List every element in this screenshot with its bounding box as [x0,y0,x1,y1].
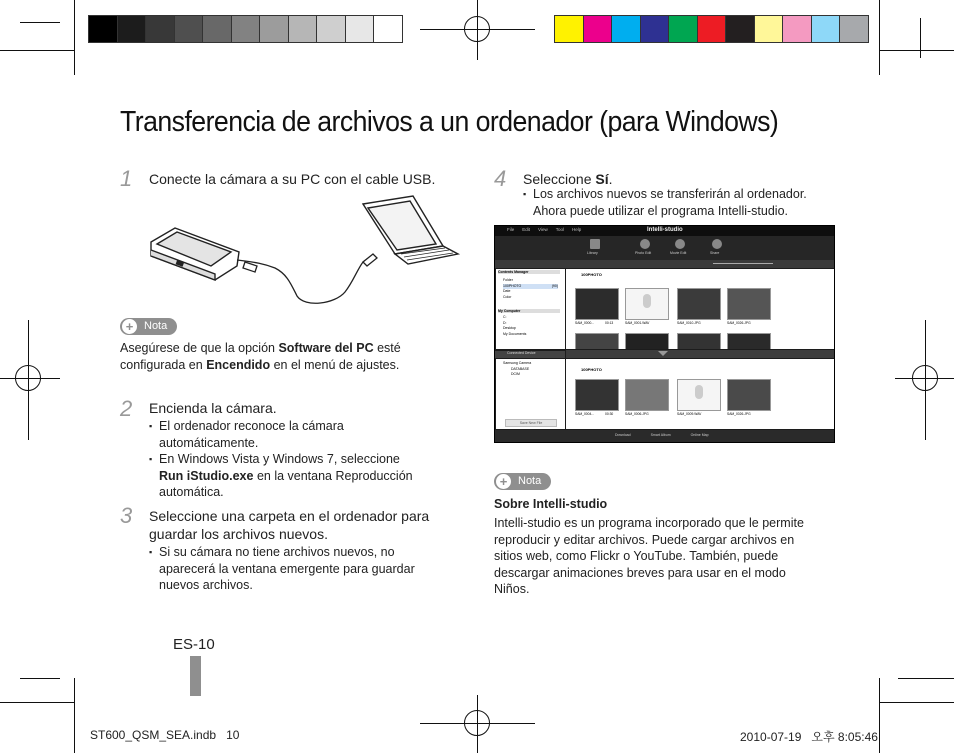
step-3-number: 3 [120,503,133,528]
note-2-body: Intelli-studio es un programa incorporado que le permite reproducir y editar archivos. Puede cargar archivos en sitios web, como Flickr o YouTube. También, puede descargar animaciones breves para usar en el modo Niños. [494,516,804,596]
toolbar-label: Photo Edit [635,251,652,255]
menu-item[interactable]: Edit [522,227,531,232]
tree-item[interactable]: Samsung Camera [503,361,532,365]
step-2-number: 2 [120,396,133,421]
download-button[interactable]: Download [615,433,631,437]
color-swatch [202,15,232,43]
photo-thumbnail[interactable] [727,288,771,320]
color-swatch [583,15,613,43]
tree-item[interactable]: Desktop [503,326,516,330]
color-swatch [316,15,346,43]
tree-item[interactable]: D: [503,320,507,325]
camera-usb-laptop-illustration [145,192,465,312]
crop-mark [879,0,880,75]
color-swatch [697,15,727,43]
step-4-number: 4 [494,166,507,191]
tree-list [503,278,558,300]
photo-thumbnail[interactable] [677,333,721,349]
file-label: SAM_0006.JPG [625,412,649,416]
step-1-number: 1 [120,166,133,191]
app-menu [507,227,581,232]
note-badge [120,318,177,335]
color-swatch [288,15,318,43]
app-name: Intelli-studio [647,227,683,233]
crop-mark [74,678,75,753]
photo-thumbnail[interactable] [727,333,771,349]
color-swatch [725,15,755,43]
step-4-bullet-1: ▪ Los archivos nuevos se transferirán al ordenador. Ahora puede utilizar el programa Intelli-studio. [523,186,838,219]
step-1-text: Conecte la cámara a su PC con el cable USB. [149,171,436,187]
photo-thumbnail[interactable] [575,333,619,349]
note-1-part: Asegúrese de que la opción [120,341,279,355]
plus-icon: + [122,319,137,334]
crop-mark [0,702,75,703]
bullet-bold: Run iStudio.exe [159,468,254,483]
color-swatch [668,15,698,43]
note-2-heading: Sobre Intelli-studio [494,497,608,511]
file-label: SAM_0009.WAV [677,412,702,416]
file-label: SAM_0010.JPG [677,321,701,325]
tree-list [503,361,531,378]
navigation-bar [495,260,835,268]
color-swatch [259,15,289,43]
tree-item-label: 100PHOTO [503,283,522,288]
panel-header: Connected Device [495,351,565,358]
color-swatch [839,15,869,43]
note-1-part: esté configurada en [120,341,401,372]
color-swatch [373,15,403,43]
tree-item[interactable]: DCIM [511,372,520,376]
page-number: ES-10 [173,636,215,653]
step-4-part: Seleccione [523,171,596,187]
step-4-bold: Sí [595,171,609,187]
color-swatch [145,15,175,43]
crop-mark [20,22,60,23]
step-2-bullet-1: ▪ El ordenador reconoce la cámara automáticamente. [149,418,379,451]
color-swatch [640,15,670,43]
file-label: SAM_0001.WAV [625,321,650,325]
registration-mark [464,16,490,42]
menu-item[interactable]: File [507,227,515,232]
share-icon[interactable] [712,239,722,249]
photo-thumbnail[interactable] [727,379,771,411]
audio-thumbnail[interactable] [625,288,669,320]
footer-date-time: 2010-07-19 오후 8:05:46 [740,730,878,744]
toolbar-row [587,239,737,259]
crop-mark [879,678,880,753]
color-swatch [611,15,641,43]
step-2-text: Encienda la cámara. [149,400,277,416]
photo-thumbnail[interactable] [677,288,721,320]
online-map-button[interactable]: Online Map [690,433,709,437]
tree-list [503,315,526,337]
step-2-bullet-2 [149,451,449,501]
step-4-part: . [608,171,613,187]
note-label: Nota [518,475,542,487]
color-swatch [782,15,812,43]
page-title: Transferencia de archivos a un ordenador (para Windows) [120,106,779,138]
color-swatch [174,15,204,43]
menu-item[interactable]: View [538,227,548,232]
tree-item[interactable]: My Documents [503,331,527,336]
note-1-bold: Encendido [206,357,271,372]
toolbar-label: Library [587,251,598,255]
tree-item[interactable]: Date [503,289,511,293]
usb-cable [237,254,377,303]
collapse-arrow-icon[interactable] [658,351,668,356]
bottom-bar-items [615,433,709,437]
bullet-part: En Windows Vista y Windows 7, seleccione [159,452,400,466]
menu-item[interactable]: Tool [555,227,564,232]
photo-thumbnail[interactable] [575,288,619,320]
note-1-text [120,340,440,373]
file-label: SAM_0026.JPG [727,412,751,416]
note-label: Nota [144,320,168,332]
photo-edit-icon[interactable] [640,239,650,249]
color-swatch [117,15,147,43]
note-badge [494,473,551,490]
smart-album-button[interactable]: Smart Album [650,433,671,437]
panel-header: My Computer [498,309,560,313]
photo-thumbnail[interactable] [575,379,619,411]
crop-mark [879,50,954,51]
file-time: 00:30 [605,412,614,416]
color-swatch [754,15,784,43]
panel-header: Contents Manager [498,270,560,274]
save-new-file-button[interactable]: Save New File [505,419,557,427]
step-3-bullet-1: ▪ Si su cámara no tiene archivos nuevos, no aparecerá la ventana emergente para guardar nuevos archivos. [149,544,444,594]
crop-mark [0,50,75,51]
toolbar-label: Movie Edit [670,251,687,255]
crop-mark [20,678,60,679]
note-1-part: en el menú de ajustes. [270,357,400,372]
file-time: 00:13 [605,321,614,325]
color-swatch [231,15,261,43]
toolbar-label: Share [710,251,720,255]
registration-mark [15,365,41,391]
step-3-text: Seleccione una carpeta en el ordenador para guardar los archivos nuevos. [149,508,430,542]
footer-file-info: ST600_QSM_SEA.indb 10 [90,728,240,742]
photo-thumbnail[interactable] [625,333,669,349]
file-label: SAM_0026.JPG [727,321,751,325]
audio-thumbnail[interactable] [677,379,721,411]
crop-mark [898,678,954,679]
registration-mark [912,365,938,391]
tree-item-count: (90) [551,283,558,288]
note-1-bold: Software del PC [278,341,374,355]
file-label: SAM_0000... [575,321,595,325]
zoom-slider[interactable] [713,263,773,264]
crop-mark [920,18,921,58]
color-swatch [811,15,841,43]
crop-mark [879,702,954,703]
folder-label: 100PHOTO [581,367,602,372]
photo-thumbnail[interactable] [625,379,669,411]
color-swatch [554,15,584,43]
pane-divider [566,350,835,358]
file-label: SAM_0004... [575,412,595,416]
intelli-studio-screenshot [494,225,835,443]
tree-item[interactable]: DATABASE [511,366,530,371]
tree-item[interactable]: C: [503,315,507,319]
camera-icon [151,228,239,280]
menu-item[interactable]: Help [571,227,582,232]
folder-label: 100PHOTO [581,272,602,277]
bullet-part: en la ventana Reproducción automática. [159,468,413,499]
laptop-icon [363,196,458,264]
plus-icon: + [496,474,511,489]
movie-edit-icon[interactable] [675,239,685,249]
page-number-bar [190,656,201,696]
library-icon[interactable] [590,239,600,249]
registration-mark [464,710,490,736]
tree-item[interactable]: Color [503,294,512,299]
color-swatch [345,15,375,43]
crop-mark [74,0,75,75]
tree-item[interactable]: Folder [503,278,513,282]
color-swatch [88,15,118,43]
